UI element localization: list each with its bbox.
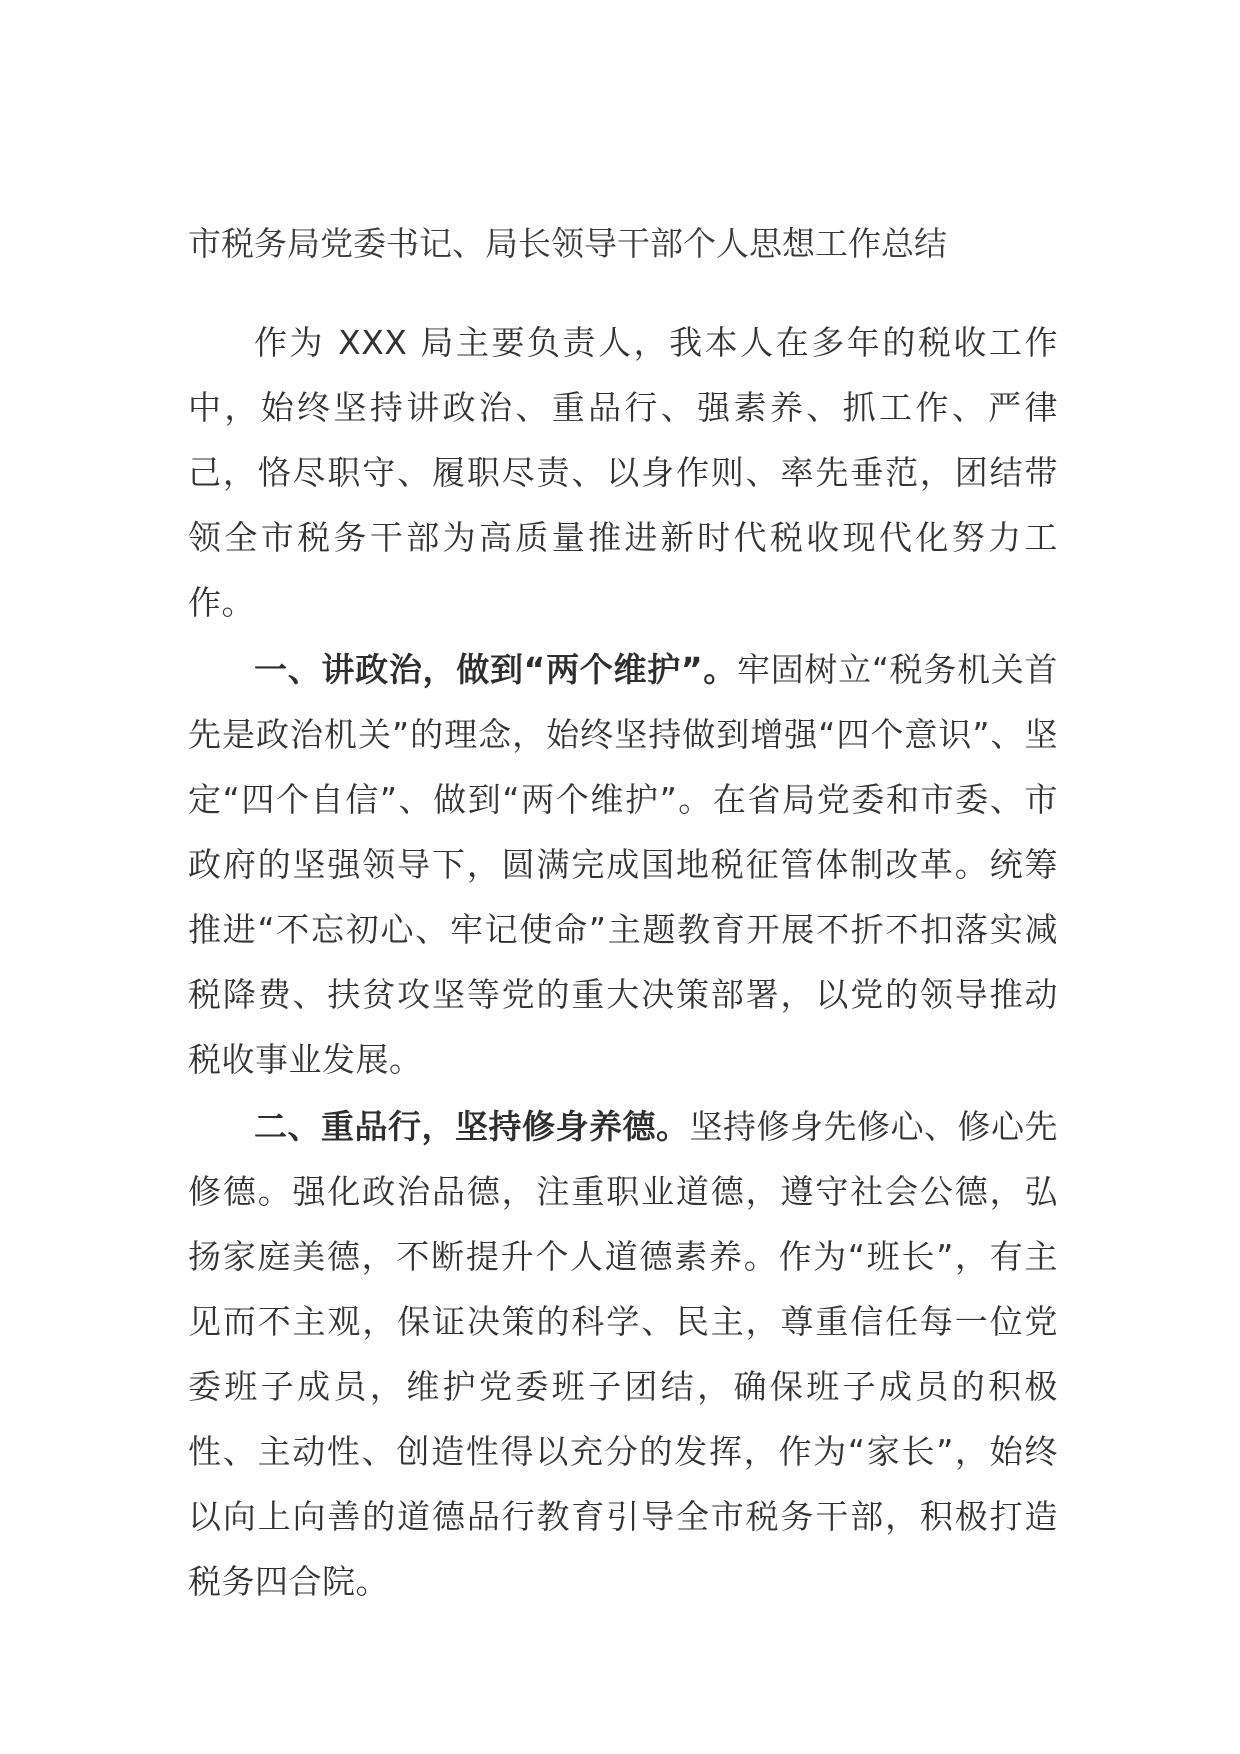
document-body [188, 310, 1058, 1616]
paragraph-text: 坚持修身先修心、修心先修德。强化政治品德，注重职业道德，遵守社会公德，弘扬家庭美德，不断提升个人道德素养。作为“班长”，有主见而不主观，保证决策的科学、民主，尊重信任每一位党委班子成员，维护党委班子团结，确保班子成员的积极性、主动性、创造性得以充分的发挥，作为“家长”，始终以向上向善的道德品行教育引导全市税务干部，积极打造税务四合院。 [188, 1107, 1058, 1601]
paragraph-text: 作为 XXX 局主要负责人，我本人在多年的税收工作中，始终坚持讲政治、重品行、强素养、抓工作、严律己，恪尽职守、履职尽责、以身作则、率先垂范，团结带领全市税务干部为高质量推进新时代税收现代化努力工作。 [188, 323, 1058, 622]
paragraph-section-2 [188, 1094, 1058, 1614]
paragraph-section-1 [188, 637, 1058, 1092]
paragraph-intro [188, 310, 1058, 635]
document-title: 市税务局党委书记、局长领导干部个人思想工作总结 [188, 224, 947, 263]
section-heading: 二、重品行，坚持修身养德。 [254, 1107, 690, 1146]
section-heading: 一、讲政治，做到“两个维护”。 [254, 650, 738, 689]
paragraph-text: 牢固树立“税务机关首先是政治机关”的理念，始终坚持做到增强“四个意识”、坚定“四个自信”、做到“两个维护”。在省局党委和市委、市政府的坚强领导下，圆满完成国地税征管体制改革。统筹推进“不忘初心、牢记使命”主题教育开展不折不扣落实减税降费、扶贫攻坚等党的重大决策部署，以党的领导推动税收事业发展。 [188, 650, 1058, 1079]
